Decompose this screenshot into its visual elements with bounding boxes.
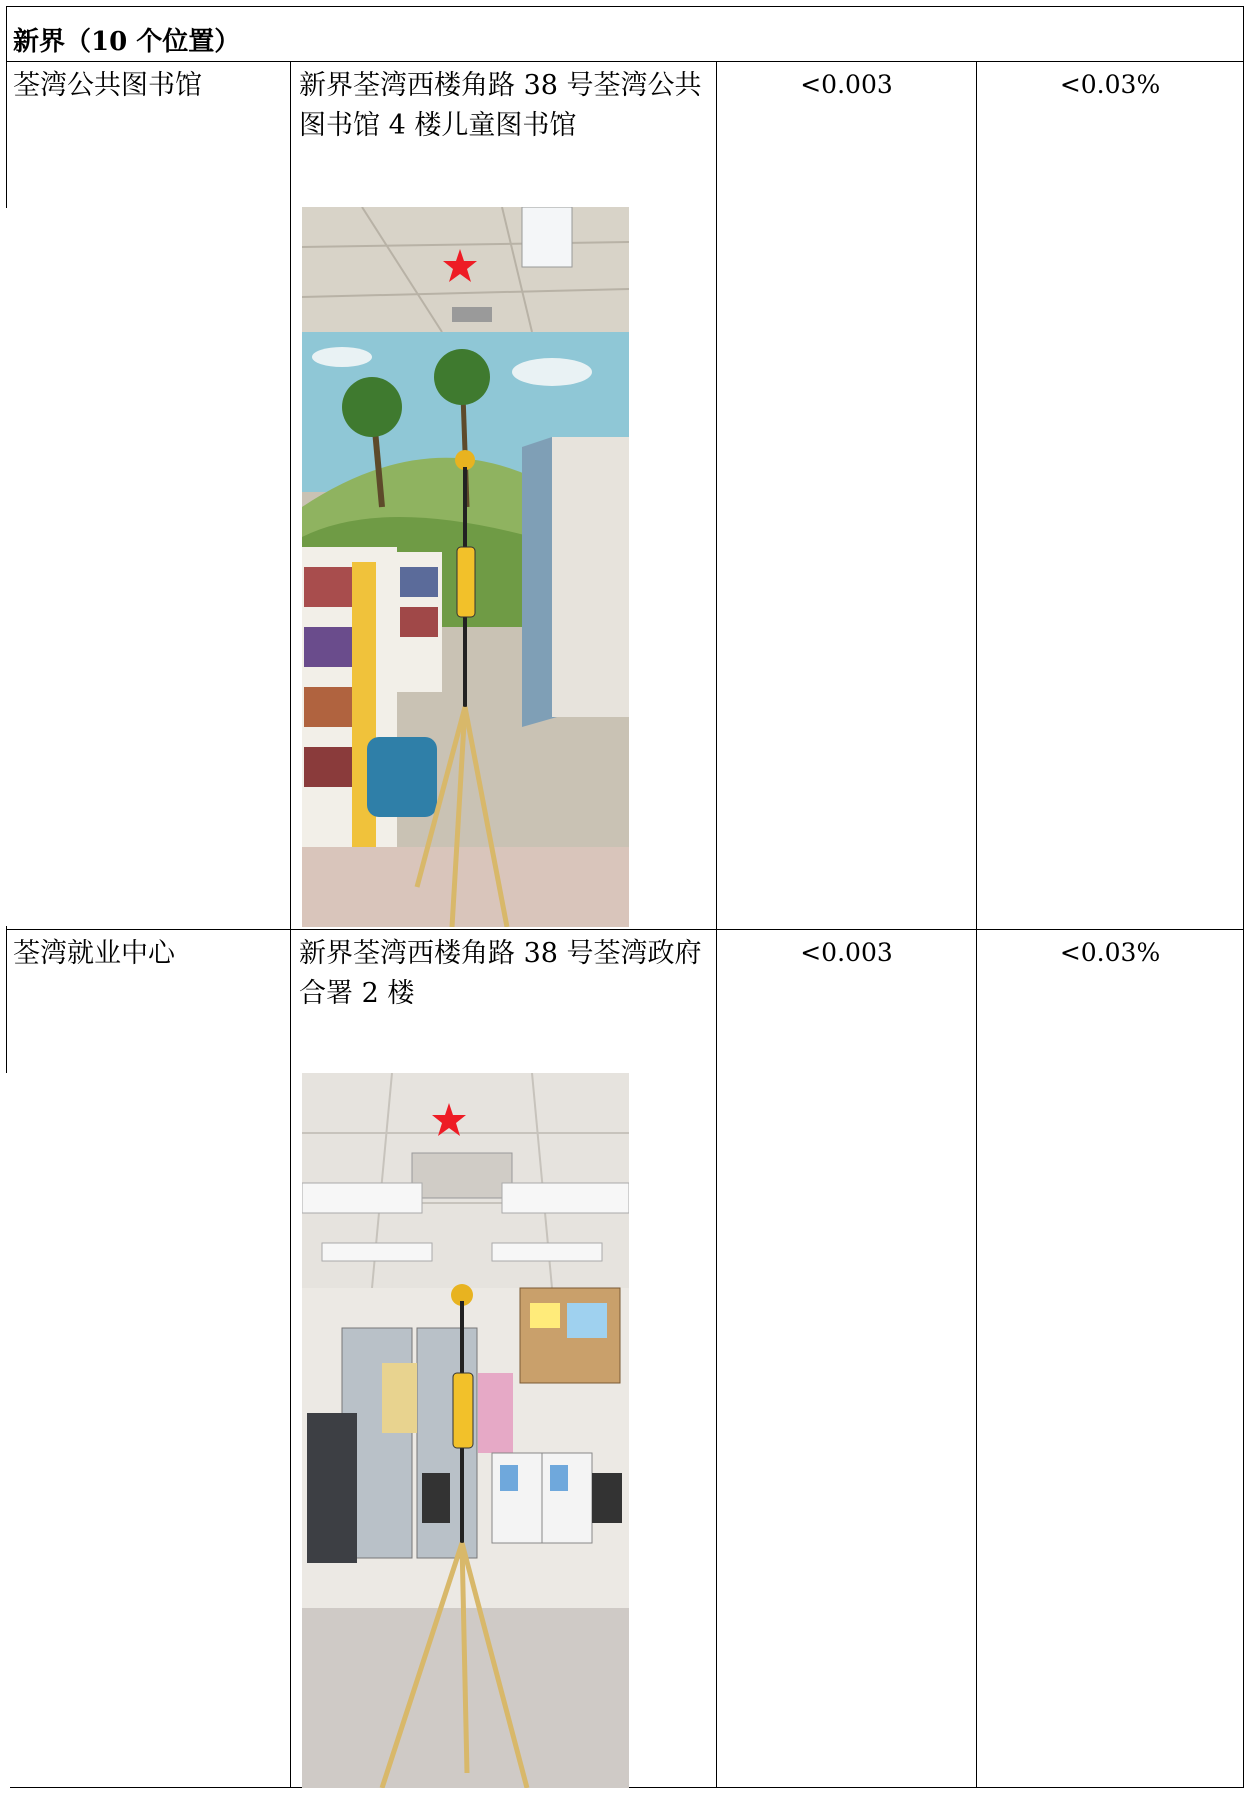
- location-name: 荃湾公共图书馆: [13, 70, 202, 102]
- measurement-site-photo: [302, 207, 629, 927]
- section-title: 新界（10 个位置）: [13, 27, 241, 57]
- location-address: 新界荃湾西楼角路 38 号荃湾政府合署 2 楼: [299, 937, 702, 1009]
- percent-value: <0.03%: [1059, 937, 1161, 967]
- border-gap: [4, 1073, 10, 1793]
- value-cell: [717, 62, 977, 929]
- section-header-row: [7, 7, 1244, 62]
- location-address: 新界荃湾西楼角路 38 号荃湾公共图书馆 4 楼儿童图书馆: [299, 70, 702, 142]
- percent-cell: [977, 929, 1244, 1788]
- measurement-site-photo: [302, 1073, 629, 1788]
- location-name: 荃湾就业中心: [13, 937, 175, 969]
- percent-value: <0.03%: [1059, 70, 1161, 100]
- location-name-cell: [7, 62, 291, 929]
- measured-value: <0.003: [800, 70, 893, 100]
- percent-cell: [977, 62, 1244, 929]
- section-header-cell: [7, 7, 1244, 62]
- measured-value: <0.003: [800, 937, 893, 967]
- border-gap: [4, 208, 10, 926]
- value-cell: [717, 929, 977, 1788]
- location-name-cell: [7, 929, 291, 1788]
